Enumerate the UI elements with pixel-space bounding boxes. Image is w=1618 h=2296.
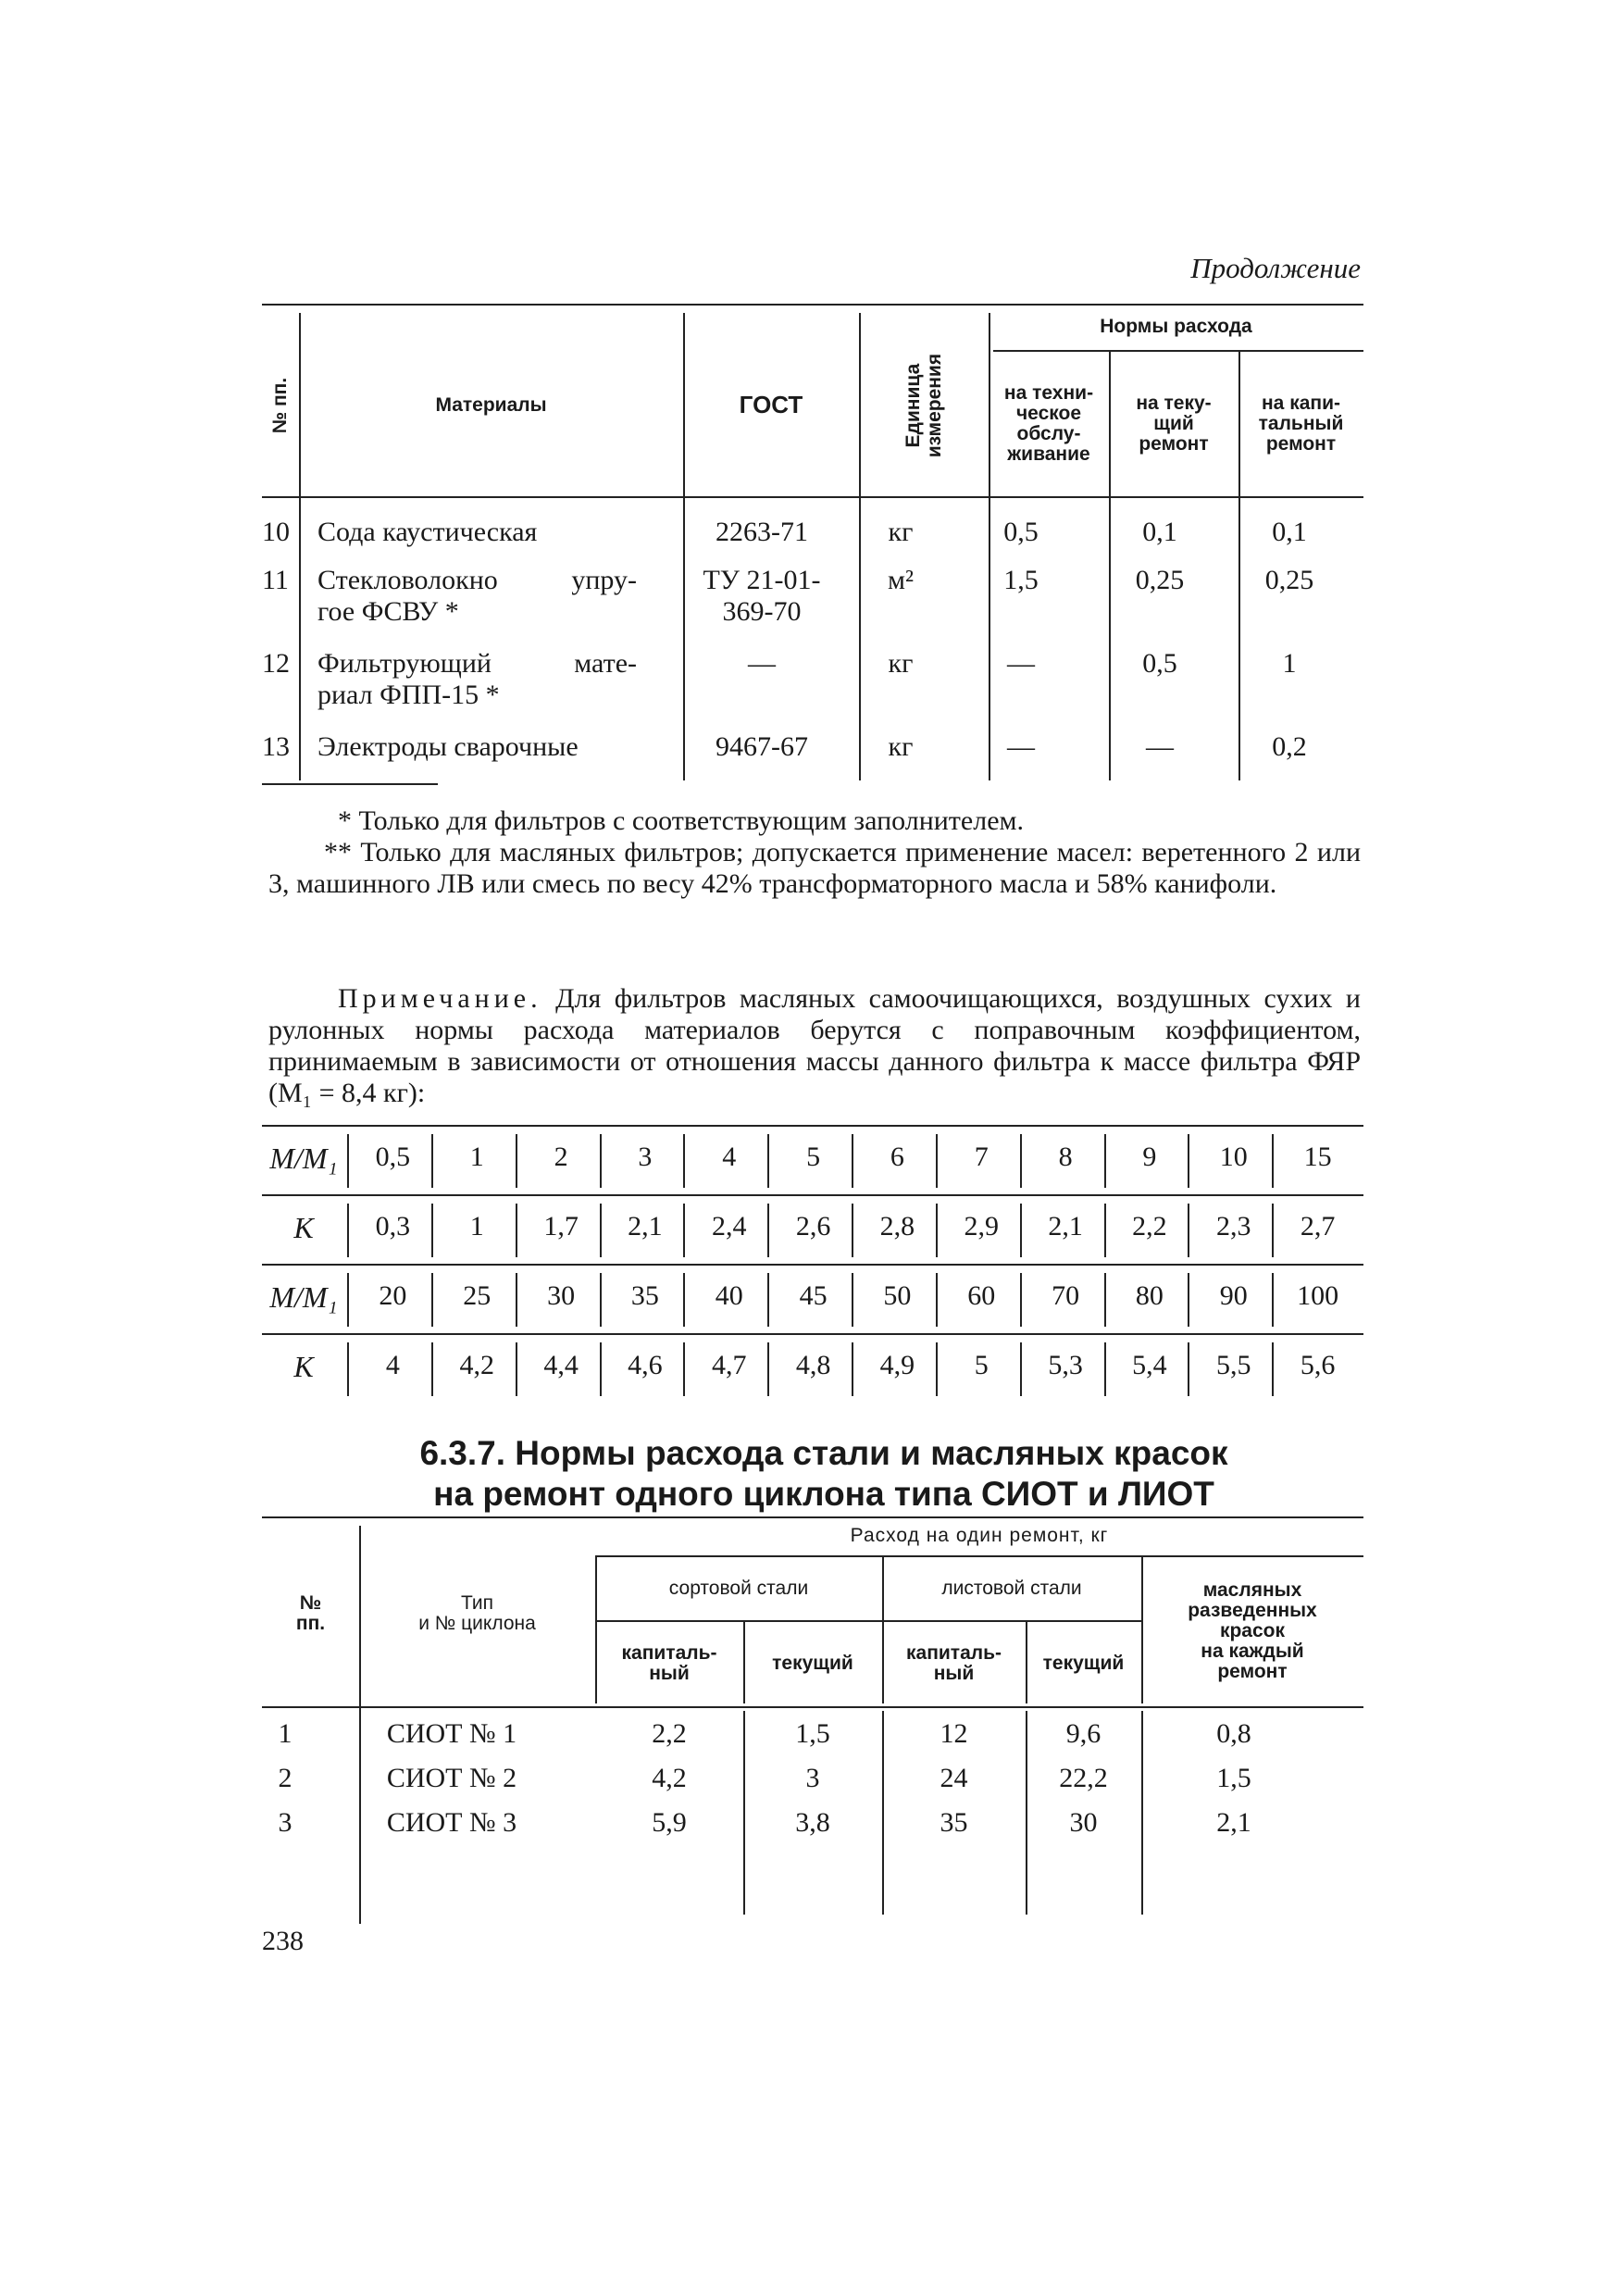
t2-col-type-header: Тип и № циклона	[418, 1591, 536, 1634]
unit-value: кг	[888, 517, 914, 547]
norm-capital-repair-value: 0,1	[1272, 517, 1307, 547]
k-cell: 4,7	[711, 1350, 747, 1380]
materials-table	[262, 304, 1363, 785]
ratio-cell: 8	[1058, 1142, 1073, 1172]
sort-steel-capital: 5,9	[652, 1807, 687, 1838]
sheet-steel-current: 30	[1069, 1807, 1098, 1838]
coefficient-table	[262, 1125, 1363, 1407]
paint-header-line: ремонт	[1217, 1661, 1288, 1683]
cyclone-type: СИОТ № 2	[386, 1763, 517, 1793]
t2-group-header: Расход на один ремонт, кг	[850, 1524, 1109, 1546]
ratio-cell: 100	[1297, 1280, 1339, 1311]
cyclone-type: СИОТ № 3	[386, 1807, 517, 1838]
norm2-header-line: ремонт	[1139, 433, 1209, 455]
norm-current-repair-value: 0,5	[1142, 648, 1177, 679]
k-cell: 2,4	[711, 1211, 747, 1242]
ratio-cell: 1	[469, 1142, 484, 1172]
ratio-cell: 7	[974, 1142, 989, 1172]
norm-maintenance-value: 1,5	[1003, 565, 1039, 595]
ratio-cell: 40	[715, 1280, 743, 1311]
norm-maintenance-value: —	[1007, 648, 1035, 679]
row-label: M/M₁	[269, 1142, 338, 1175]
ratio-cell: 80	[1135, 1280, 1164, 1311]
norm-maintenance-value: 0,5	[1003, 517, 1039, 547]
paint-value: 0,8	[1216, 1718, 1251, 1749]
k-cell: 0,3	[375, 1211, 411, 1242]
k-cell: 4,9	[879, 1350, 915, 1380]
k-cell: 4,4	[543, 1350, 579, 1380]
material-name: гое ФСВУ *	[317, 596, 459, 627]
section-heading	[361, 1433, 1287, 1515]
t2-sort-steel-header: сортовой стали	[668, 1577, 809, 1599]
sort-steel-current: 1,5	[795, 1718, 830, 1749]
unit-value: м²	[888, 565, 914, 595]
norm1-header-line: обслу-	[1016, 423, 1081, 444]
material-name: Сода каустическая	[317, 517, 538, 547]
material-name: Стекловолокно упру-	[317, 565, 637, 595]
k-cell: 2,6	[795, 1211, 831, 1242]
sheet-steel-capital: 24	[940, 1763, 968, 1793]
page-number: 238	[262, 1926, 304, 1956]
ratio-cell: 45	[799, 1280, 828, 1311]
material-name: Фильтрующий мате-	[317, 648, 637, 679]
k-cell: 5,5	[1215, 1350, 1251, 1380]
ratio-cell: 25	[463, 1280, 492, 1311]
gost-value: 369-70	[722, 596, 802, 627]
col-unit-header: Единица измерения	[902, 353, 945, 458]
k-cell: 5,3	[1048, 1350, 1083, 1380]
sheet-steel-capital: 35	[940, 1807, 968, 1838]
t2-sort-current-header: текущий	[772, 1652, 853, 1674]
row-number: 2	[278, 1763, 292, 1793]
norm-current-repair-value: 0,1	[1142, 517, 1177, 547]
k-cell: 2,8	[879, 1211, 915, 1242]
section-heading-line2: на ремонт одного циклона типа СИОТ и ЛИОТ	[433, 1475, 1214, 1513]
col-gost-header: ГОСТ	[739, 391, 803, 419]
sort-steel-capital: 4,2	[652, 1763, 687, 1793]
material-name: риал ФПП-15 *	[317, 680, 500, 710]
sort-steel-current: 3,8	[795, 1807, 830, 1838]
row-label: M/M₁	[269, 1280, 338, 1314]
unit-value: кг	[888, 648, 914, 679]
k-cell: 2,2	[1132, 1211, 1167, 1242]
norm3-header-line: на капи-	[1262, 392, 1340, 414]
t2-sheet-current-header: текущий	[1042, 1652, 1125, 1674]
unit-value: кг	[888, 731, 914, 762]
ratio-cell: 15	[1303, 1142, 1332, 1172]
gost-value: —	[748, 648, 776, 679]
row-number: 12	[262, 648, 290, 679]
footnote-2: ** Только для масляных фильтров; допускается применение масел: веретенного 2 или 3, машинного ЛВ или смесь по весу 42% трансформаторного масла и 58% канифоли.	[268, 837, 1361, 899]
note-label: Примечание.	[338, 983, 542, 1014]
ratio-cell: 4	[722, 1142, 737, 1172]
sheet-steel-current: 9,6	[1065, 1718, 1101, 1749]
t2-sheet-capital-header: капиталь- ный	[906, 1641, 1002, 1684]
ratio-cell: 30	[547, 1280, 576, 1311]
sheet-steel-capital: 12	[940, 1718, 968, 1749]
row-number: 11	[262, 565, 289, 595]
k-cell: 4	[385, 1350, 400, 1380]
ratio-cell: 3	[638, 1142, 653, 1172]
ratio-cell: 20	[379, 1280, 407, 1311]
k-cell: 2,7	[1300, 1211, 1336, 1242]
k-cell: 4,2	[459, 1350, 494, 1380]
note-text: Для фильтров масляных самоочищающихся, воздушных сухих и рулонных нормы расхода материалов берутся с поправочным коэффициентом, принимаемым в зависимости от отношения массы данного фильтра к массе фильтра ФЯР (M₁ = 8,4 кг):	[268, 983, 1361, 1108]
col-norm3-header	[1238, 355, 1363, 493]
k-cell: 1,7	[543, 1211, 579, 1242]
paint-header-line: на каждый	[1201, 1641, 1304, 1663]
note-paragraph	[268, 983, 1361, 1109]
ratio-cell: 6	[890, 1142, 904, 1172]
ratio-cell: 50	[883, 1280, 912, 1311]
gost-value: 2263-71	[716, 517, 808, 547]
gost-value: ТУ 21-01-	[703, 565, 821, 595]
row-number: 10	[262, 517, 290, 547]
ratio-cell: 5	[806, 1142, 821, 1172]
footnote-1: * Только для фильтров с соответствующим заполнителем.	[338, 805, 1025, 836]
k-cell: 2,1	[1048, 1211, 1083, 1242]
col-norm2-header	[1109, 355, 1238, 493]
k-cell: 4,6	[628, 1350, 663, 1380]
sort-steel-capital: 2,2	[652, 1718, 687, 1749]
row-number: 1	[278, 1718, 292, 1749]
k-cell: 4,8	[795, 1350, 831, 1380]
cyclone-type: СИОТ № 1	[386, 1718, 517, 1749]
section-heading-line1: 6.3.7. Нормы расхода стали и масляных красок	[419, 1434, 1228, 1472]
paint-header-line: масляных	[1202, 1578, 1302, 1601]
ratio-cell: 70	[1052, 1280, 1080, 1311]
t2-sheet-steel-header: листовой стали	[941, 1577, 1082, 1599]
cyclone-table	[262, 1516, 1363, 1924]
ratio-cell: 9	[1142, 1142, 1157, 1172]
continued-label: Продолжение	[1190, 252, 1361, 284]
norm-capital-repair-value: 0,2	[1272, 731, 1307, 762]
k-cell: 2,9	[964, 1211, 999, 1242]
k-cell: 5,6	[1300, 1350, 1336, 1380]
sort-steel-current: 3	[805, 1763, 820, 1793]
paint-header-line: красок	[1219, 1619, 1286, 1641]
ratio-cell: 35	[630, 1280, 659, 1311]
norm-current-repair-value: —	[1146, 731, 1174, 762]
paint-value: 1,5	[1216, 1763, 1251, 1793]
t2-sort-capital-header: капиталь- ный	[621, 1641, 717, 1684]
norm2-header-line: на теку-	[1136, 392, 1212, 414]
row-label: K	[293, 1211, 314, 1244]
ratio-cell: 90	[1219, 1280, 1248, 1311]
ratio-cell: 2	[554, 1142, 568, 1172]
norm3-header-line: ремонт	[1265, 433, 1337, 455]
norm1-header-line: живание	[1007, 443, 1090, 466]
ratio-cell: 10	[1219, 1142, 1248, 1172]
norm-current-repair-value: 0,25	[1135, 565, 1185, 595]
ratio-cell: 0,5	[375, 1142, 411, 1172]
norm-maintenance-value: —	[1007, 731, 1035, 762]
k-cell: 2,1	[628, 1211, 663, 1242]
row-label: K	[293, 1350, 314, 1383]
norm1-header-line: на техни-	[1003, 381, 1094, 404]
norms-group-header: Нормы расхода	[1100, 315, 1252, 337]
k-cell: 2,3	[1215, 1211, 1251, 1242]
row-number: 3	[278, 1807, 292, 1838]
t2-paint-header	[1141, 1557, 1363, 1705]
norm1-header-line: ческое	[1015, 402, 1081, 424]
gost-value: 9467-67	[716, 731, 808, 762]
norm3-header-line: тальный	[1258, 412, 1344, 434]
norm-capital-repair-value: 0,25	[1264, 565, 1314, 595]
col-num-header: № пп.	[268, 377, 291, 434]
k-cell: 5,4	[1132, 1350, 1167, 1380]
paint-value: 2,1	[1216, 1807, 1251, 1838]
norm2-header-line: щий	[1153, 412, 1194, 434]
material-name: Электроды сварочные	[317, 731, 579, 762]
norm-capital-repair-value: 1	[1282, 648, 1297, 679]
k-cell: 1	[469, 1211, 484, 1242]
ratio-cell: 60	[967, 1280, 996, 1311]
sheet-steel-current: 22,2	[1059, 1763, 1108, 1793]
col-material-header: Материалы	[435, 393, 547, 416]
col-norm1-header	[989, 355, 1109, 493]
row-number: 13	[262, 731, 290, 762]
t2-col-num-header: № пп.	[295, 1591, 326, 1634]
paint-header-line: разведенных	[1188, 1599, 1317, 1621]
k-cell: 5	[974, 1350, 989, 1380]
